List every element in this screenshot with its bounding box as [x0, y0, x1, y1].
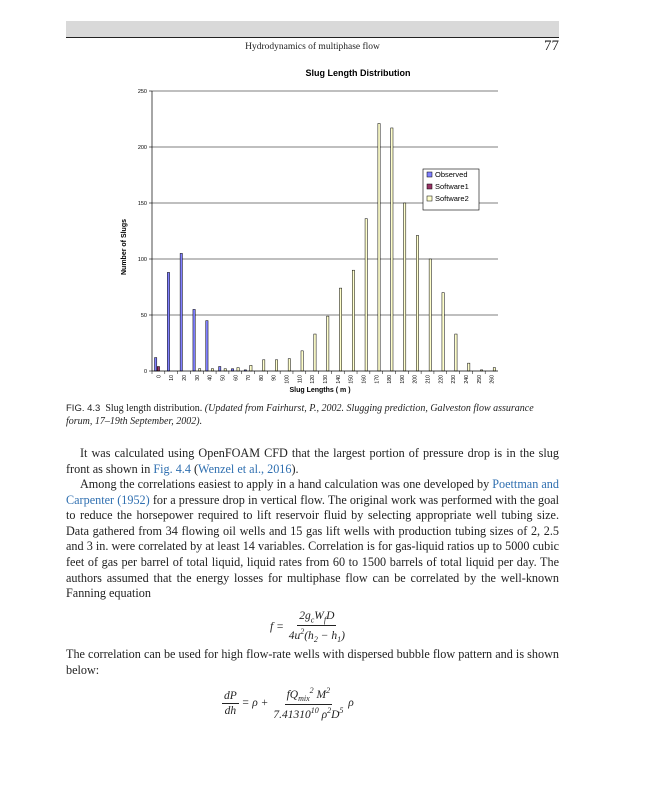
pressure-den-b: ρ [318, 708, 328, 721]
bar-observed-30 [193, 309, 195, 371]
bar-observed-0 [154, 358, 156, 371]
bar-software2-110 [301, 351, 303, 371]
legend-label-observed: Observed [435, 170, 468, 179]
x-tick-label-20: 20 [182, 375, 189, 381]
caption-source: (Updated from Fairhurst, P., 2002. Slugging prediction, Galveston flow assurance forum, 17–19th September, 2002). [66, 403, 534, 427]
pressure-drop-equation [222, 686, 354, 721]
caption-text: Slug length distribution. [105, 403, 203, 414]
x-axis-label: Slug Lengths ( m ) [289, 387, 351, 394]
figure-label: FIG. 4.3 [66, 403, 101, 414]
bar-software2-90 [275, 360, 277, 371]
y-tick-label-0: 0 [143, 369, 147, 375]
fanning-den-sup: 2 [300, 627, 305, 637]
fanning-num-d: D [326, 610, 335, 622]
bar-observed-50 [219, 367, 221, 371]
chart-title: Slug Length Distribution [305, 68, 411, 78]
chart-legend [423, 169, 479, 210]
legend-label-software2: Software2 [435, 194, 469, 203]
pressure-den-c: D [331, 708, 340, 721]
p1-text: It was calculated using OpenFOAM CFD that the largest portion of pressure drop is in the slug front as shown in [66, 446, 559, 476]
pressure-den-sup1: 10 [310, 706, 319, 716]
fanning-sub-c: c [310, 615, 315, 625]
p1-text-end: ). [291, 461, 299, 476]
bar-software2-140 [339, 288, 341, 371]
fanning-lhs: f = [270, 620, 284, 633]
x-tick-label-170: 170 [374, 375, 381, 384]
page-number: 77 [544, 38, 559, 54]
legend-swatch-observed [427, 172, 432, 177]
header-rule [66, 37, 559, 38]
x-tick-label-0: 0 [156, 375, 163, 378]
pressure-lhs-num: dP [224, 689, 237, 702]
x-tick-label-160: 160 [361, 375, 368, 384]
pressure-den-a: 7.41310 [273, 708, 311, 721]
legend-swatch-software2 [427, 196, 432, 201]
p2-text-rest: for a pressure drop in vertical flow. The original work was performed with the goal to reduce the horsepower required to lift reservoir fluid by selecting appropriate well tubing size. Data gathered from 34 flowing oil wells and 15 gas lift wells with production tubing sizes of 2, 2.5 and 3 in. were correlated by at least 14 variables. Correlation is for gas-liquid ratios up to 5000 cubic feet of gas per barrel of total liquid, liquid rates from 60 to 1500 barrels of total liquid per day. The authors assumed that the energy losses for multiphase flow can be correlated by the well-known Fanning equation [66, 492, 559, 601]
x-tick-label-90: 90 [271, 375, 278, 381]
x-tick-label-180: 180 [387, 375, 394, 384]
x-tick-label-260: 260 [489, 375, 496, 384]
bar-software2-170 [378, 123, 380, 371]
x-tick-label-120: 120 [310, 375, 317, 384]
legend-swatch-software1 [427, 184, 432, 189]
bar-software2-260 [493, 368, 495, 371]
x-tick-label-80: 80 [258, 375, 265, 381]
bar-software2-130 [327, 316, 329, 371]
x-tick-label-130: 130 [323, 375, 329, 384]
pressure-num-sub: mix [298, 694, 310, 704]
y-axis-label: Number of Slugs [121, 218, 128, 276]
bar-software2-190 [404, 203, 406, 371]
fanning-den-b: (h [304, 630, 314, 643]
bar-software2-200 [416, 235, 418, 371]
x-tick-label-110: 110 [297, 375, 304, 384]
slug-length-chart [110, 62, 510, 397]
bar-software2-60 [237, 368, 239, 371]
paragraph-2 [66, 477, 559, 602]
bar-software2-160 [365, 219, 367, 371]
pressure-eq-sign: = ρ + [241, 697, 269, 710]
running-title: Hydrodynamics of multiphase flow [245, 42, 380, 52]
bar-software1-0 [157, 367, 159, 371]
bar-software2-180 [391, 128, 393, 371]
header-bar [66, 21, 559, 37]
y-tick-label-100: 100 [137, 257, 147, 263]
pressure-num-b: M [313, 688, 327, 701]
x-tick-label-230: 230 [451, 375, 458, 384]
bar-observed-10 [167, 272, 169, 371]
x-tick-label-60: 60 [233, 375, 240, 381]
x-tick-label-100: 100 [284, 375, 291, 384]
bar-software2-210 [429, 259, 431, 371]
fanning-sub-f: f [323, 615, 327, 625]
p1-text-mid: ( [190, 461, 199, 476]
fanning-equation [270, 610, 347, 644]
bar-software2-230 [455, 334, 457, 371]
x-tick-label-150: 150 [348, 375, 355, 384]
fanning-num-a: 2g [299, 610, 311, 622]
pressure-den-sup3: 5 [339, 706, 344, 716]
x-tick-label-40: 40 [207, 375, 214, 381]
x-tick-label-10: 10 [169, 375, 176, 381]
bar-software2-100 [288, 359, 290, 371]
x-tick-label-50: 50 [220, 375, 227, 381]
bar-software2-220 [442, 293, 444, 371]
pressure-num-sup: 2 [309, 686, 314, 695]
pressure-num-sup2: 2 [326, 686, 331, 695]
x-tick-label-140: 140 [335, 375, 342, 384]
bar-observed-40 [206, 321, 208, 371]
legend-label-software1: Software1 [435, 182, 469, 191]
x-tick-label-250: 250 [476, 375, 483, 384]
pressure-tail: ρ [348, 697, 354, 710]
pressure-lhs-den: dh [224, 704, 237, 717]
fanning-den-a: 4u [288, 630, 301, 643]
x-tick-label-190: 190 [399, 375, 406, 384]
citation-link-poettman[interactable]: Poettman and Carpenter (1952) [66, 477, 559, 507]
y-tick-label-150: 150 [137, 201, 147, 207]
fanning-den-d: ) [341, 630, 345, 643]
bar-software2-80 [263, 360, 265, 371]
fanning-den-s1: 2 [313, 635, 318, 645]
y-tick-label-50: 50 [140, 313, 147, 319]
bar-software2-150 [352, 270, 354, 371]
bar-software2-240 [468, 363, 470, 371]
bar-software2-70 [250, 365, 252, 371]
bar-observed-20 [180, 253, 182, 371]
x-tick-label-200: 200 [412, 375, 419, 384]
y-tick-label-200: 200 [137, 145, 147, 151]
fanning-num-w: W [314, 610, 324, 622]
bar-software2-120 [314, 334, 316, 371]
p2-text: Among the correlations easiest to apply in a hand calculation was one developed by [80, 477, 493, 491]
paragraph-3: The correlation can be used for high flow-rate wells with dispersed bubble flow pattern and is shown below: [66, 647, 559, 677]
fig-link[interactable]: Fig. 4.4 [153, 461, 191, 476]
citation-link-wenzel[interactable]: Wenzel et al., 2016 [198, 461, 292, 476]
paragraph-1 [66, 446, 559, 477]
x-tick-label-30: 30 [194, 375, 201, 381]
figure-caption [66, 402, 559, 428]
x-tick-label-210: 210 [425, 375, 432, 384]
y-tick-label-250: 250 [137, 89, 147, 95]
pressure-den-sup2: 2 [327, 706, 332, 716]
x-tick-label-70: 70 [246, 375, 253, 381]
x-tick-label-220: 220 [438, 375, 445, 384]
x-tick-label-240: 240 [463, 375, 470, 384]
fanning-den-s2: 1 [337, 635, 342, 645]
pressure-num-a: fQ [286, 688, 299, 701]
fanning-den-c: − h [317, 630, 338, 643]
